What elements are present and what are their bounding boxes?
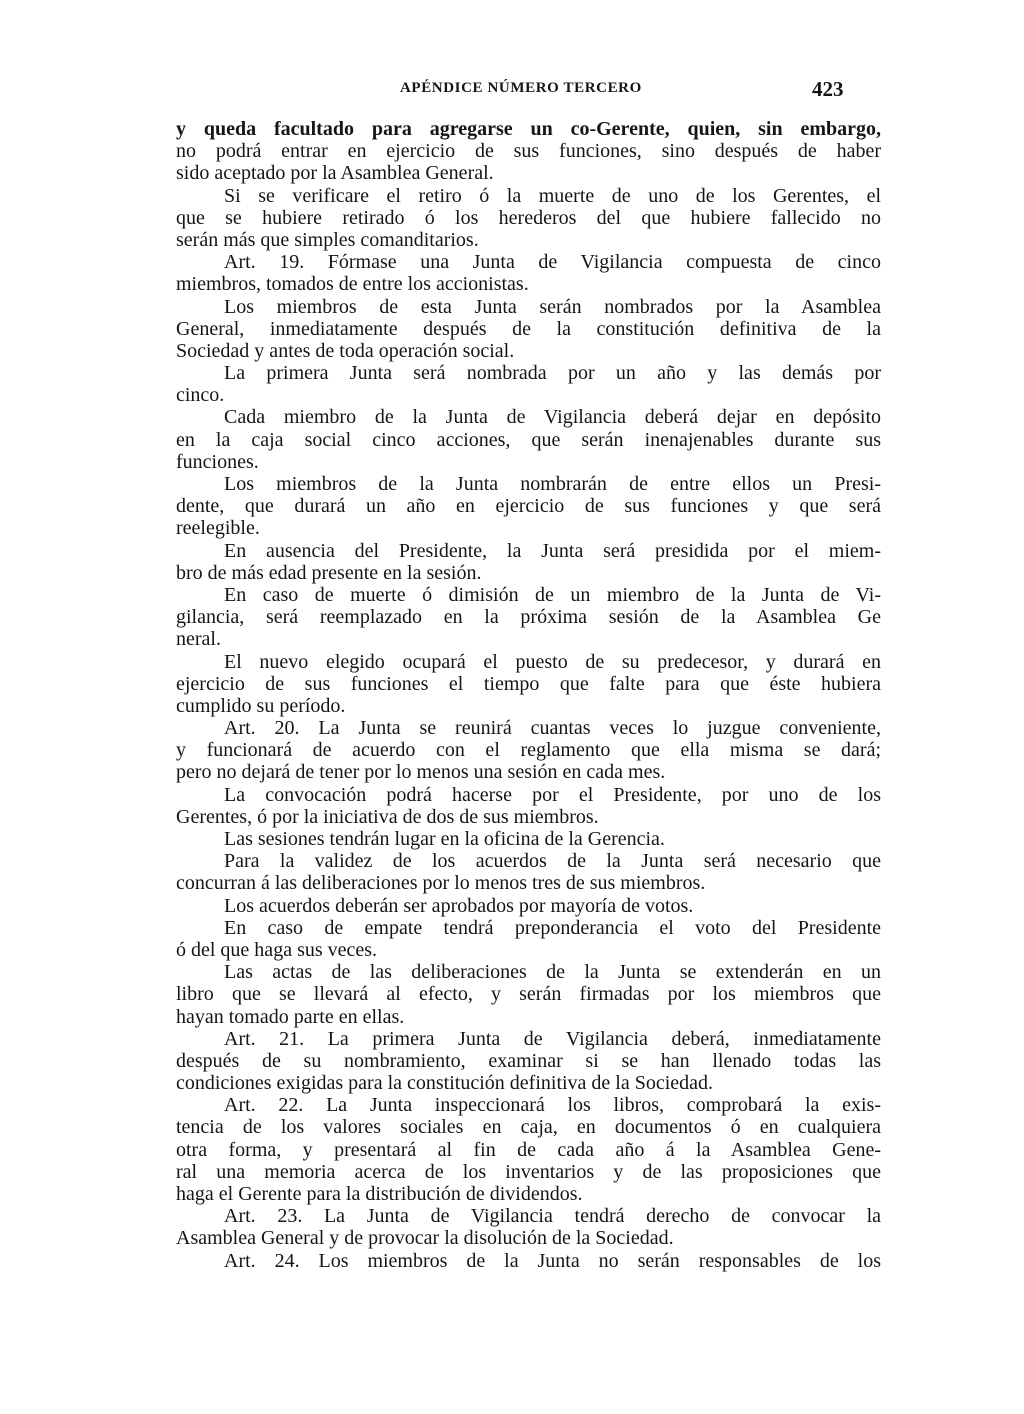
text-line: gilancia, será reemplazado en la próxima sesión de la Asamblea Ge (176, 606, 881, 629)
text-line: que se hubiere retirado ó los herederos del que hubiere fallecido no (176, 206, 881, 229)
text-line: Para la validez de los acuerdos de la Junta será necesario que (224, 850, 881, 873)
text-line: El nuevo elegido ocupará el puesto de su predecesor, y durará en (224, 650, 881, 673)
text-line: Art. 23. La Junta de Vigilancia tendrá derecho de convocar la (224, 1205, 881, 1228)
text-line: y queda facultado para agregarse un co-Gerente, quien, sin embargo, (176, 118, 881, 140)
text-line: ral una memoria acerca de los inventarios y de las proposiciones que (176, 1160, 881, 1183)
running-title: APÉNDICE NÚMERO TERCERO (400, 80, 642, 96)
text-line: Art. 22. La Junta inspeccionará los libros, comprobará la exis- (224, 1094, 881, 1117)
text-line: Gerentes, ó por la iniciativa de dos de sus miembros. (176, 805, 599, 828)
text-line: otra forma, y presentará al fin de cada año á la Asamblea Gene- (176, 1138, 881, 1161)
text-line: sido aceptado por la Asamblea General. (176, 162, 494, 185)
text-line: ó del que haga sus veces. (176, 938, 378, 961)
text-line: funciones. (176, 450, 259, 473)
text-line: Art. 21. La primera Junta de Vigilancia deberá, inmediatamente (224, 1027, 881, 1050)
text-line: Las actas de las deliberaciones de la Junta se extenderán en un (224, 961, 881, 984)
text-line: miembros, tomados de entre los accionistas. (176, 273, 529, 296)
text-line: libro que se llevará al efecto, y serán firmadas por los miembros que (176, 983, 881, 1006)
text-line: La convocación podrá hacerse por el Presidente, por uno de los (224, 783, 881, 806)
text-line: haga el Gerente para la distribución de dividendos. (176, 1183, 583, 1205)
text-line: General, inmediatamente después de la constitución definitiva de la (176, 317, 881, 340)
text-line: y funcionará de acuerdo con el reglamento que ella misma se dará; (176, 739, 881, 762)
text-line: En caso de empate tendrá preponderancia el voto del Presidente (224, 916, 881, 939)
text-line: pero no dejará de tener por lo menos una sesión en cada mes. (176, 761, 666, 784)
text-line: cumplido su período. (176, 694, 346, 717)
text-line: dente, que durará un año en ejercicio de sus funciones y que será (176, 495, 881, 518)
running-head (0, 77, 1024, 104)
text-line: ejercicio de sus funciones el tiempo que falte para que éste hubiera (176, 672, 881, 695)
text-line: cinco. (176, 384, 225, 407)
text-line: neral. (176, 628, 221, 651)
text-line: En caso de muerte ó dimisión de un miembro de la Junta de Vi- (224, 583, 881, 606)
text-line: Las sesiones tendrán lugar en la oficina de la Gerencia. (224, 828, 665, 850)
text-line: Los acuerdos deberán ser aprobados por mayoría de votos. (224, 894, 694, 917)
text-line: después de su nombramiento, examinar si se han llenado todas las (176, 1049, 881, 1072)
page-number: 423 (812, 77, 844, 101)
text-line: hayan tomado parte en ellas. (176, 1005, 405, 1028)
text-line: Art. 19. Fórmase una Junta de Vigilancia compuesta de cinco (224, 251, 881, 274)
text-line: Los miembros de la Junta nombrarán de entre ellos un Presi- (224, 473, 881, 495)
text-line: Asamblea General y de provocar la disolución de la Sociedad. (176, 1227, 674, 1250)
text-line: Sociedad y antes de toda operación social. (176, 339, 515, 362)
text-line: en la caja social cinco acciones, que serán inenajenables durante sus (176, 428, 881, 451)
text-line: concurran á las deliberaciones por lo menos tres de sus miembros. (176, 872, 706, 895)
text-line: tencia de los valores sociales en caja, en documentos ó en cualquiera (176, 1116, 881, 1139)
text-line: La primera Junta será nombrada por un año y las demás por (224, 362, 881, 385)
text-line: condiciones exigidas para la constitución definitiva de la Sociedad. (176, 1072, 714, 1095)
text-line: serán más que simples comanditarios. (176, 228, 479, 251)
text-line: Art. 24. Los miembros de la Junta no serán responsables de los (224, 1249, 881, 1272)
text-line: Art. 20. La Junta se reunirá cuantas veces lo juzgue conveniente, (224, 717, 881, 740)
body-text (176, 118, 881, 1272)
text-line: bro de más edad presente en la sesión. (176, 561, 482, 584)
text-line: En ausencia del Presidente, la Junta será presidida por el miem- (224, 539, 881, 562)
text-line: reelegible. (176, 517, 260, 540)
text-line: no podrá entrar en ejercicio de sus funciones, sino después de haber (176, 140, 881, 163)
text-line: Cada miembro de la Junta de Vigilancia deberá dejar en depósito (224, 406, 881, 429)
text-line: Los miembros de esta Junta serán nombrados por la Asamblea (224, 295, 881, 318)
text-line: Si se verificare el retiro ó la muerte de uno de los Gerentes, el (224, 184, 881, 207)
